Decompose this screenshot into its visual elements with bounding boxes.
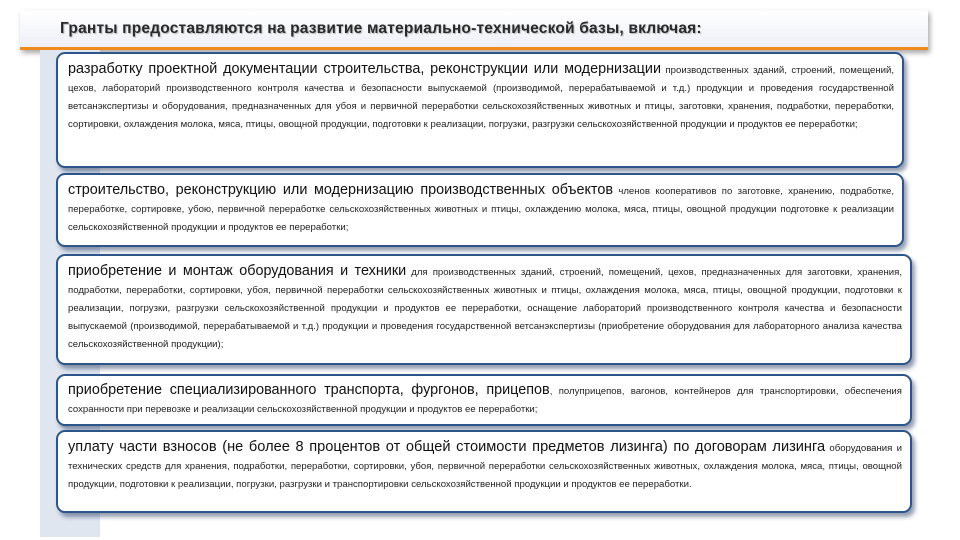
grant-item-equipment (56, 254, 912, 365)
grant-item-text (68, 60, 894, 132)
grant-item-details: производственных зданий, строений, помещений, цехов, лабораторий производственного контроля качества и безопасности выпускаемой (производимой, перерабатываемой и т.д.) продукции и проведения государственной ветсанэкспертизы и оборудования, предназначенных для убоя и первичной переработки сельскохозяйственных животных и птицы, заготовки, хранения, подработки, переработки, сортировки, охлаждения молока, мяса, птицы, овощной продукции, подготовки к реализации, погрузки, разгрузки сельскохозяйственной продукции и продуктов ее переработки; (68, 65, 894, 130)
grant-item-details: оборудования и технических средств для хранения, подработки, переработки, сортировки, убоя, первичной переработки сельскохозяйственных животных, охлаждения молока, мяса, птицы, овощной продукции, подготовки к реализации, погрузки, разгрузки и транспортировки сельскохозяйственной продукции и продуктов ее переработки. (68, 443, 902, 490)
grant-item-text (68, 262, 902, 352)
grant-item-project-documentation (56, 52, 904, 168)
grant-item-lead: приобретение специализированного транспорта, фургонов, прицепов (68, 382, 550, 398)
grant-item-lead: приобретение и монтаж оборудования и техники (68, 263, 407, 279)
grant-item-text (68, 181, 894, 235)
slide-title: Гранты предоставляются на развитие материально-технической базы, включая: (60, 20, 702, 37)
slide-title-bar (20, 10, 928, 50)
grant-item-construction (56, 173, 904, 247)
grant-item-details: , полуприцепов, вагонов, контейнеров для транспортировки, обеспечения сохранности при перевозке и реализации сельскохозяйственной продукции и продуктов ее переработки; (68, 386, 902, 415)
grant-item-text (68, 438, 902, 492)
grant-item-lead: разработку проектной документации строительства, реконструкции или модернизации (68, 61, 661, 77)
grant-item-details: членов кооперативов по заготовке, хранению, подработке, переработке, сортировке, убою, первичной переработке сельскохозяйственных животных и птицы, охлаждению молока, мяса, птицы, овощной продукции подготовке к реализации сельскохозяйственной продукции и продуктов ее переработки; (68, 186, 894, 233)
grant-item-text (68, 381, 902, 417)
grant-item-transport (56, 374, 912, 426)
grant-item-lead: уплату части взносов (не более 8 процентов от общей стоимости предметов лизинга) по договорам лизинга (68, 439, 826, 455)
grant-item-lead: строительство, реконструкцию или модернизацию производственных объектов (68, 182, 613, 198)
grant-item-details: для производственных зданий, строений, помещений, цехов, предназначенных для заготовки, хранения, подработки, переработки, сортировки, убоя, первичной переработки сельскохозяйственных животных и птицы, охлаждения молока, мяса, птицы, овощной продукции, подготовки к реализации, погрузки, разгрузки сельскохозяйственной продукции и продуктов ее переработки, оснащение лабораторий производственного контроля качества и безопасности выпускаемой (производимой, перерабатываемой и т.д.) продукции и проведения государственной ветсанэкспертизы (приобретение оборудования для лабораторного анализа качества сельскохозяйственной продукции); (68, 267, 902, 350)
grant-item-leasing (56, 430, 912, 513)
